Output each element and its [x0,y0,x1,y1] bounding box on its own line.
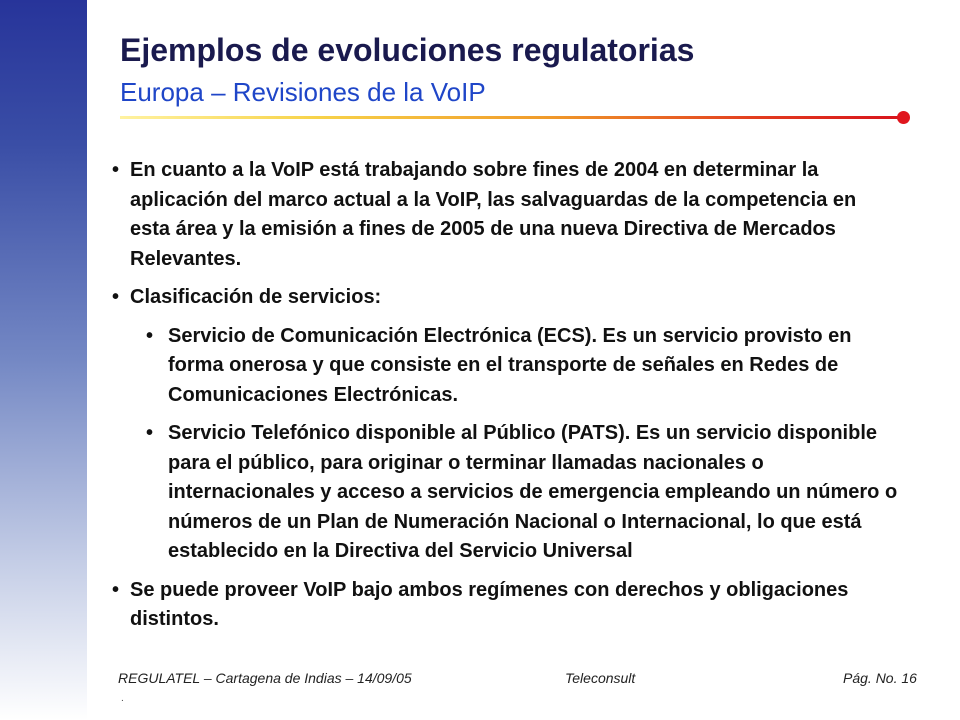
slide-content [108,156,898,644]
bullet-icon: • [112,578,120,601]
sub-bullet-item [108,419,898,567]
footer-company: Teleconsult [565,670,636,686]
bullet-icon: • [146,422,154,444]
footer-event: REGULATEL – Cartagena de Indias – 14/09/05 [118,670,412,686]
bullet-icon: • [146,324,154,347]
bullet-item [108,283,898,313]
footer-page-number: Pág. No. 16 [843,670,917,686]
bullet-text: Servicio de Comunicación Electrónica (ECS). Es un servicio provisto en forma onerosa y que consiste en el transporte de señales en Redes de Comunicaciones Electrónicas. [168,324,852,406]
bullet-icon: • [112,159,120,181]
footer-mark: . [121,693,124,704]
bullet-icon: • [112,286,120,308]
slide-title: Ejemplos de evoluciones regulatorias [120,32,695,68]
bullet-text: Clasificación de servicios: [130,286,382,308]
side-gradient-band [0,0,87,720]
bullet-text: Se puede proveer VoIP bajo ambos regímenes con derechos y obligaciones distintos. [130,578,849,630]
title-underline [120,116,900,119]
bullet-item [108,156,898,274]
bullet-text: En cuanto a la VoIP está trabajando sobre fines de 2004 en determinar la aplicación del marco actual a la VoIP, las salvaguardas de la competencia en esta área y la emisión a fines de 2005 de una nueva Directiva de Mercados Relevantes. [130,159,857,270]
bullet-item [108,576,898,635]
slide-subtitle: Europa – Revisiones de la VoIP [120,77,486,107]
sub-bullet-item [108,322,898,411]
bullet-text: Servicio Telefónico disponible al Público (PATS). Es un servicio disponible para el público, para originar o terminar llamadas nacionales o internacionales y acceso a servicios de emergencia empleando un número o números de un Plan de Numeración Nacional o Internacional, lo que está establecido en la Directiva del Servicio Universal [168,422,898,562]
underline-end-dot [897,111,910,124]
